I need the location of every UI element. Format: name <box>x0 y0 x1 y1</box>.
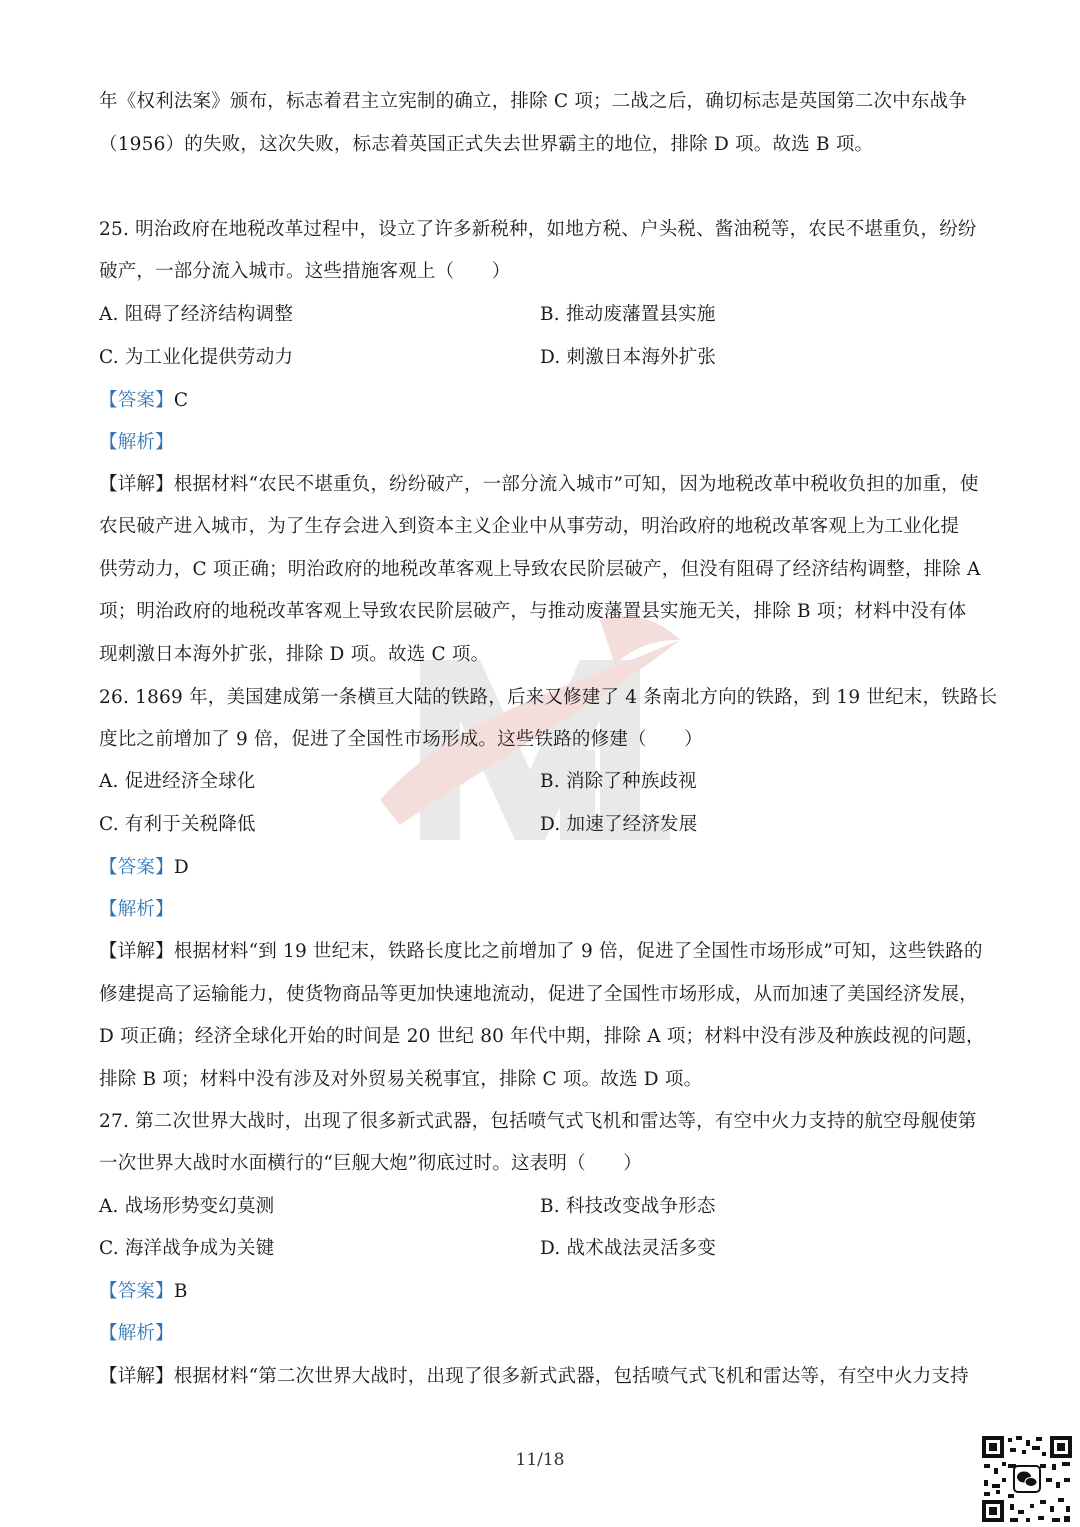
answer-value: B <box>173 1281 188 1302</box>
answer-row <box>99 1279 188 1305</box>
answer-row <box>99 855 189 881</box>
explanation-line: 排除 B 项；材料中没有涉及对外贸易关税事宜，排除 C 项。故选 D 项。 <box>99 1069 703 1090</box>
answer-label: 【答案】 <box>99 390 174 411</box>
question-25-stem: 破产，一部分流入城市。这些措施客观上（ ） <box>99 261 511 282</box>
explanation-line: 【详解】根据材料“农民不堪重负，纷纷破产，一部分流入城市”可知，因为地税改革中税收负担的加重，使 <box>99 474 979 495</box>
question-26-stem: 26. 1869 年，美国建成第一条横亘大陆的铁路，后来又修建了 4 条南北方向的铁路，到 19 世纪末，铁路长 <box>99 687 998 708</box>
option-a: A. 促进经济全球化 <box>99 771 256 792</box>
text-line: （1956）的失败，这次失败，标志着英国正式失去世界霸主的地位，排除 D 项。故选 B 项。 <box>99 134 874 155</box>
analysis-label: 【解析】 <box>99 432 174 453</box>
answer-value: D <box>173 857 189 878</box>
question-27-stem: 一次世界大战时水面横行的“巨舰大炮”彻底过时。这表明（ ） <box>99 1153 642 1174</box>
explanation-line: 供劳动力，C 项正确；明治政府的地税改革客观上导致农民阶层破产，但没有阻碍了经济结构调整，排除 A <box>99 559 981 580</box>
option-b: B. 推动废藩置县实施 <box>540 304 716 325</box>
option-c: C. 有利于关税降低 <box>99 814 256 835</box>
question-25-stem: 25. 明治政府在地税改革过程中，设立了许多新税种，如地方税、户头税、酱油税等，农民不堪重负，纷纷 <box>99 219 977 240</box>
explanation-line: 【详解】根据材料“第二次世界大战时，出现了很多新式武器，包括喷气式飞机和雷达等，有空中火力支持 <box>99 1366 969 1387</box>
explanation-line: 【详解】根据材料“到 19 世纪末，铁路长度比之前增加了 9 倍，促进了全国性市场形成”可知，这些铁路的 <box>99 941 983 962</box>
option-c: C. 海洋战争成为关键 <box>99 1238 275 1259</box>
option-a: A. 阻碍了经济结构调整 <box>99 304 294 325</box>
option-d: D. 刺激日本海外扩张 <box>540 347 717 368</box>
analysis-label: 【解析】 <box>99 899 174 920</box>
option-b: B. 消除了种族歧视 <box>540 771 697 792</box>
explanation-line: D 项正确；经济全球化开始的时间是 20 世纪 80 年代中期，排除 A 项；材料中没有涉及种族歧视的问题， <box>99 1026 985 1047</box>
explanation-line: 现刺激日本海外扩张，排除 D 项。故选 C 项。 <box>99 644 490 665</box>
explanation-line: 项；明治政府的地税改革客观上导致农民阶层破产，与推动废藩置县实施无关，排除 B 项；材料中没有体 <box>99 601 967 622</box>
answer-label: 【答案】 <box>99 1281 174 1302</box>
option-d: D. 加速了经济发展 <box>540 814 698 835</box>
analysis-label: 【解析】 <box>99 1323 174 1344</box>
page-number: 11/18 <box>515 1450 565 1470</box>
answer-row <box>99 388 188 414</box>
text-line: 年《权利法案》颁布，标志着君主立宪制的确立，排除 C 项；二战之后，确切标志是英国第二次中东战争 <box>99 91 968 112</box>
option-b: B. 科技改变战争形态 <box>540 1196 716 1217</box>
option-c: C. 为工业化提供劳动力 <box>99 347 294 368</box>
option-a: A. 战场形势变幻莫测 <box>99 1196 275 1217</box>
explanation-line: 农民破产进入城市，为了生存会进入到资本主义企业中从事劳动，明治政府的地税改革客观上为工业化提 <box>99 516 960 537</box>
explanation-line: 修建提高了运输能力，使货物商品等更加快速地流动，促进了全国性市场形成，从而加速了美国经济发展， <box>99 984 978 1005</box>
answer-label: 【答案】 <box>99 857 174 878</box>
qr-code-icon[interactable] <box>980 1434 1074 1524</box>
answer-value: C <box>173 390 189 411</box>
option-d: D. 战术战法灵活多变 <box>540 1238 717 1259</box>
question-26-stem: 度比之前增加了 9 倍，促进了全国性市场形成。这些铁路的修建（ ） <box>99 729 703 750</box>
question-27-stem: 27. 第二次世界大战时，出现了很多新式武器，包括喷气式飞机和雷达等，有空中火力支持的航空母舰使第 <box>99 1111 977 1132</box>
